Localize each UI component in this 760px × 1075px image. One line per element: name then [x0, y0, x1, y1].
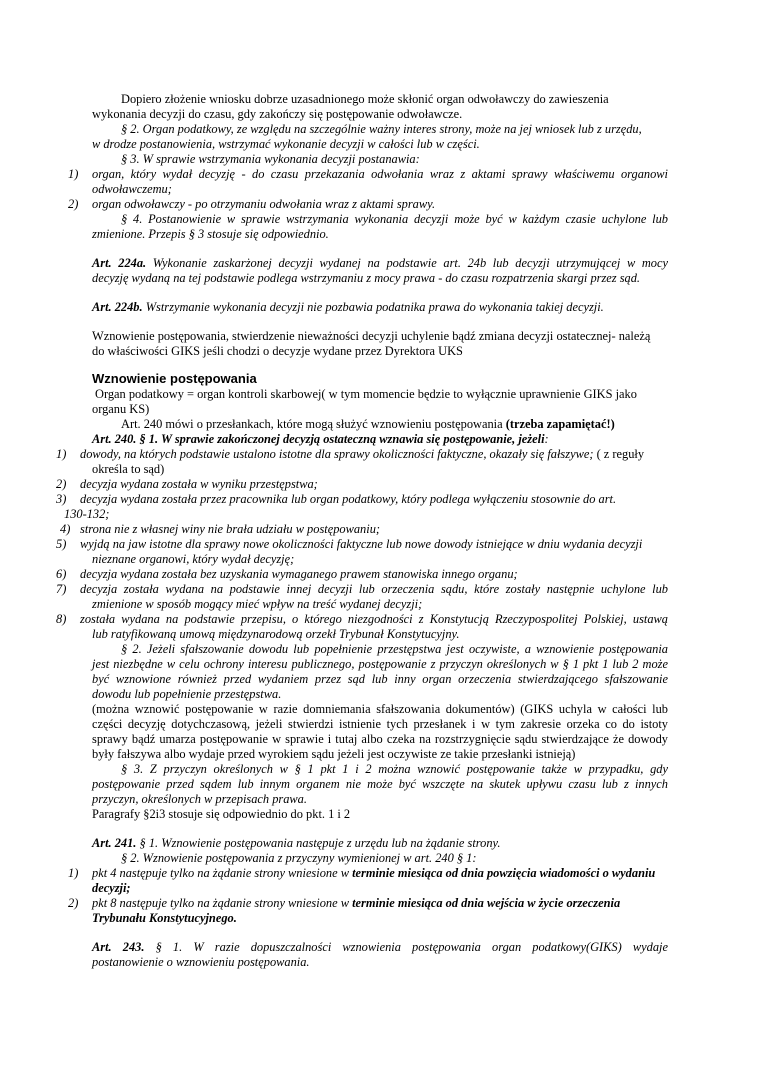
text-line: nieznane organowi, który wydał decyzję; [92, 552, 295, 566]
text-span: Art. 240 mówi o przesłankach, które mogą służyć wznowieniu postępowania [121, 417, 506, 431]
article-label: Art. 241. [92, 836, 137, 850]
article-243 [92, 940, 668, 955]
article-224b [92, 300, 604, 315]
text-line: § 3. Z przyczyn określonych w § 1 pkt 1 i 2 można wznowić postępowanie także w przypadku, gdy [121, 762, 668, 776]
text-line: zmienione w sposób mogący mieć wpływ na treść wydanej decyzji; [92, 597, 423, 611]
list-item: została wydana na podstawie przepisu, o którego niezgodności z Konstytucją Rzeczypospolitej Polskiej, ustawą [80, 612, 668, 626]
list-item: decyzja wydana została przez pracownika lub organ podatkowy, który podlega wyłączeniu stosownie do art. [80, 492, 617, 506]
list-number: 4) [60, 522, 71, 536]
text-line: jest niezbędne w celu ochrony interesu publicznego, postępowanie z przyczyn określonych w § 1 pkt 1 lub 2 może [92, 657, 668, 671]
text-line: lub ratyfikowaną umową międzynarodową orzekł Trybunał Konstytucyjny. [92, 627, 460, 641]
article-text: Wykonanie zaskarżonej decyzji wydanej na podstawie art. 24b lub decyzji utrzymującej w mocy [152, 256, 668, 270]
list-number: 6) [56, 567, 67, 581]
text-line: § 2. Organ podatkowy, ze względu na szczególnie ważny interes strony, może na jej wniosek lub z urzędu, [121, 122, 642, 136]
text-line: § 2. Wznowienie postępowania z przyczyny wymienionej w art. 240 § 1: [121, 851, 477, 865]
list-item: wyjdą na jaw istotne dla sprawy nowe okoliczności faktyczne lub nowe dowody istniejące w dniu wydania decyzji [80, 537, 643, 551]
article-label: Art. 224a. [92, 256, 147, 270]
list-number: 2) [68, 896, 79, 910]
list-number: 5) [56, 537, 67, 551]
text-line: określa to sąd) [92, 462, 165, 476]
text-line: organu KS) [92, 402, 150, 416]
text-line: Wznowienie postępowania, stwierdzenie nieważności decyzji uchylenie bądź zmiana decyzji ostatecznej- należą [92, 329, 651, 343]
text-line: dowodu lub popełnienie przestępstwa. [92, 687, 282, 701]
article-224a [92, 256, 668, 271]
text-line: postępowanie przed sądem lub innym organem nie może być wszczęte na skutek upływu czasu lub z innych [92, 777, 668, 791]
article-text: § 1. Wznowienie postępowania następuje z urzędu lub na żądanie strony. [139, 836, 501, 850]
article-label: Art. 243. [92, 940, 145, 954]
list-item [92, 896, 620, 911]
article-label: Art. 240. § 1. W sprawie zakończonej decyzją ostateczną wznawia się postępowanie, jeżeli [92, 432, 545, 446]
text-line: sprawy bądź umarza postępowanie w sprawie i tutaj albo czeka na rozstrzygnięcie sądu stwierdzające że dowody [92, 732, 668, 746]
text-span: pkt 4 następuje tylko na żądanie strony wniesione w [92, 866, 353, 880]
article-240-heading [92, 432, 549, 447]
text-line: do właściwości GIKS jeśli chodzi o decyzje wydane przez Dyrektora UKS [92, 344, 463, 358]
section-heading: Wznowienie postępowania [92, 371, 257, 386]
list-item: decyzja wydana została bez uzyskania wymaganego prawem stanowiska innego organu; [80, 567, 518, 581]
emphasis-text: terminie miesiąca od dnia powzięcia wiadomości o wydaniu [352, 866, 656, 880]
article-text: § 1. W razie dopuszczalności wznowienia postępowania organ podatkowy(GIKS) wydaje [155, 940, 668, 954]
list-item: decyzja została wydana na podstawie innej decyzji lub orzeczenia sądu, które zostały następnie uchylone lub [80, 582, 668, 596]
text-line: przyczyn, określonych w przepisach prawa. [92, 792, 307, 806]
text-line: § 4. Postanowienie w sprawie wstrzymania wykonania decyzji może być w każdym czasie uchylone lub [121, 212, 668, 226]
text-line: być wznowione również przed wydaniem przez sąd lub inny organ orzeczenia stwierdzającego sfałszowanie [92, 672, 668, 686]
list-item: organ, który wydał decyzję - do czasu przekazania odwołania wraz z aktami sprawy właściwemu organowi [92, 167, 668, 181]
emphasis-text: (trzeba zapamiętać!) [505, 417, 615, 431]
list-item: decyzja wydana została w wyniku przestępstwa; [80, 477, 318, 491]
list-number: 2) [68, 197, 79, 211]
text-line: zmienione. Przepis § 3 stosuje się odpowiednio. [92, 227, 329, 241]
list-item [80, 447, 644, 462]
article-label: Art. 224b. [92, 300, 143, 314]
list-number: 8) [56, 612, 67, 626]
text-line: postanowienie o wznowieniu postępowania. [92, 955, 310, 969]
text-line: § 3. W sprawie wstrzymania wykonania decyzji postanawia: [121, 152, 420, 166]
text-line: wykonania decyzji do czasu, gdy zakończy się postępowanie odwoławcze. [92, 107, 463, 121]
list-number: 1) [68, 866, 79, 880]
text-line: Dopiero złożenie wniosku dobrze uzasadnionego może skłonić organ odwoławczy do zawieszenia [121, 92, 609, 106]
text-line: Organ podatkowy = organ kontroli skarbowej( w tym momencie będzie to wyłącznie uprawnienie GIKS jako [95, 387, 637, 401]
text-line: 130-132; [64, 507, 110, 521]
text-line: w drodze postanowienia, wstrzymać wykonanie decyzji w całości lub w części. [92, 137, 480, 151]
article-text: Wstrzymanie wykonania decyzji nie pozbawia podatnika prawa do wykonania takiej decyzji. [145, 300, 604, 314]
emphasis-text: terminie miesiąca od dnia wejścia w życie orzeczenia [352, 896, 621, 910]
text-line: decyzję wydaną na tej podstawie podlega wstrzymaniu z mocy prawa - do czasu rozpatrzenia skargi przez sąd. [92, 271, 641, 285]
list-item: organ odwoławczy - po otrzymaniu odwołania wraz z aktami sprawy. [92, 197, 436, 211]
list-number: 1) [68, 167, 79, 181]
text-line: Paragrafy §2i3 stosuje się odpowiednio do pkt. 1 i 2 [92, 807, 351, 821]
text-line: odwoławczemu; [92, 182, 172, 196]
text-span: : [544, 432, 549, 446]
list-item: strona nie z własnej winy nie brała udziału w postępowaniu; [80, 522, 381, 536]
text-line [121, 417, 615, 432]
text-line: były fałszywa albo wydaje przed wyrokiem sądu jeżeli jest oczywiste ze takie przesłanki istnieją) [92, 747, 576, 761]
text-span: ( z reguły [593, 447, 645, 461]
list-number: 1) [56, 447, 67, 461]
text-span: pkt 8 następuje tylko na żądanie strony wniesione w [92, 896, 353, 910]
text-line: decyzji; [92, 881, 131, 895]
text-line: Trybunału Konstytucyjnego. [92, 911, 237, 925]
text-span: dowody, na których podstawie ustalono istotne dla sprawy okoliczności faktyczne, okazały się fałszywe; [80, 447, 594, 461]
text-line: § 2. Jeżeli sfałszowanie dowodu lub popełnienie przestępstwa jest oczywiste, a wznowienie postępowania [121, 642, 668, 656]
text-line: (można wznowić postępowanie w razie domniemania sfałszowania dokumentów) (GIKS uchyla w całości lub [92, 702, 668, 716]
article-241 [92, 836, 500, 851]
list-number: 3) [56, 492, 67, 506]
text-line: części decyzję dotychczasową, jeżeli stwierdzi istnienie tych przesłanek i w tym zakresie orzeka co do istoty [92, 717, 668, 731]
list-item [92, 866, 655, 881]
list-number: 2) [56, 477, 67, 491]
list-number: 7) [56, 582, 67, 596]
